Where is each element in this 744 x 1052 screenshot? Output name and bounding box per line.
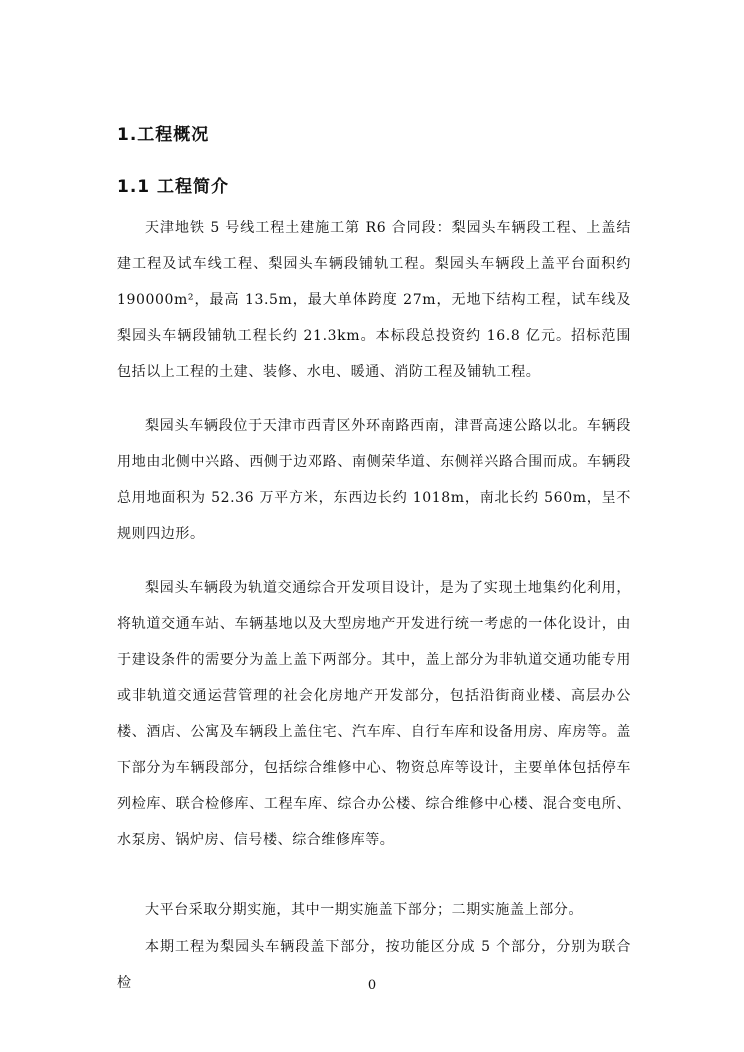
paragraph-design: 梨园头车辆段为轨道交通综合开发项目设计，是为了实现土地集约化利用，将轨道交通车站、车辆基地以及大型房地产开发进行统一考虑的一体化设计，由于建设条件的需要分为盖上盖下两部分。其中，盖上部分为非轨道交通功能专用或非轨道交通运营管理的社会化房地产开发部分，包括沿街商业楼、高层办公楼、酒店、公寓及车辆段上盖住宅、汽车库、自行车库和设备用房、库房等。盖下部分为车辆段部分，包括综合维修中心、物资总库等设计，主要单体包括停车列检库、联合检修库、工程车库、综合办公楼、综合维修中心楼、混合变电所、水泵房、锅炉房、信号楼、综合维修库等。	[117, 580, 631, 848]
subsection-heading: 1.1 工程简介	[117, 177, 230, 197]
paragraph-project-scope: 天津地铁 5 号线工程土建施工第 R6 合同段：梨园头车辆段工程、上盖结建工程及试车线工程、梨园头车辆段铺轨工程。梨园头车辆段上盖平台面积约190000m²，最高 13.5m，最大单体跨度 27m，无地下结构工程，试车线及梨园头车辆段铺轨工程长约 21.3km。本标段总投资约 16.8 亿元。招标范围包括以上工程的土建、装修、水电、暖通、消防工程及铺轨工程。	[117, 220, 631, 380]
paragraph-phasing: 大平台采取分期实施，其中一期实施盖下部分；二期实施盖上部分。	[145, 902, 583, 918]
paragraph-current-phase: 本期工程为梨园头车辆段盖下部分，按功能区分成 5 个部分，分别为联合检	[117, 939, 631, 991]
paragraph-location: 梨园头车辆段位于天津市西青区外环南路西南，津晋高速公路以北。车辆段用地由北侧中兴路、西侧于边邓路、南侧荣华道、东侧祥兴路合围而成。车辆段总用地面积为 52.36 万平方米，东西边长约 1018m，南北长约 560m，呈不规则四边形。	[117, 418, 631, 542]
page-number: 0	[367, 978, 377, 993]
section-heading: 1.工程概况	[117, 125, 210, 145]
